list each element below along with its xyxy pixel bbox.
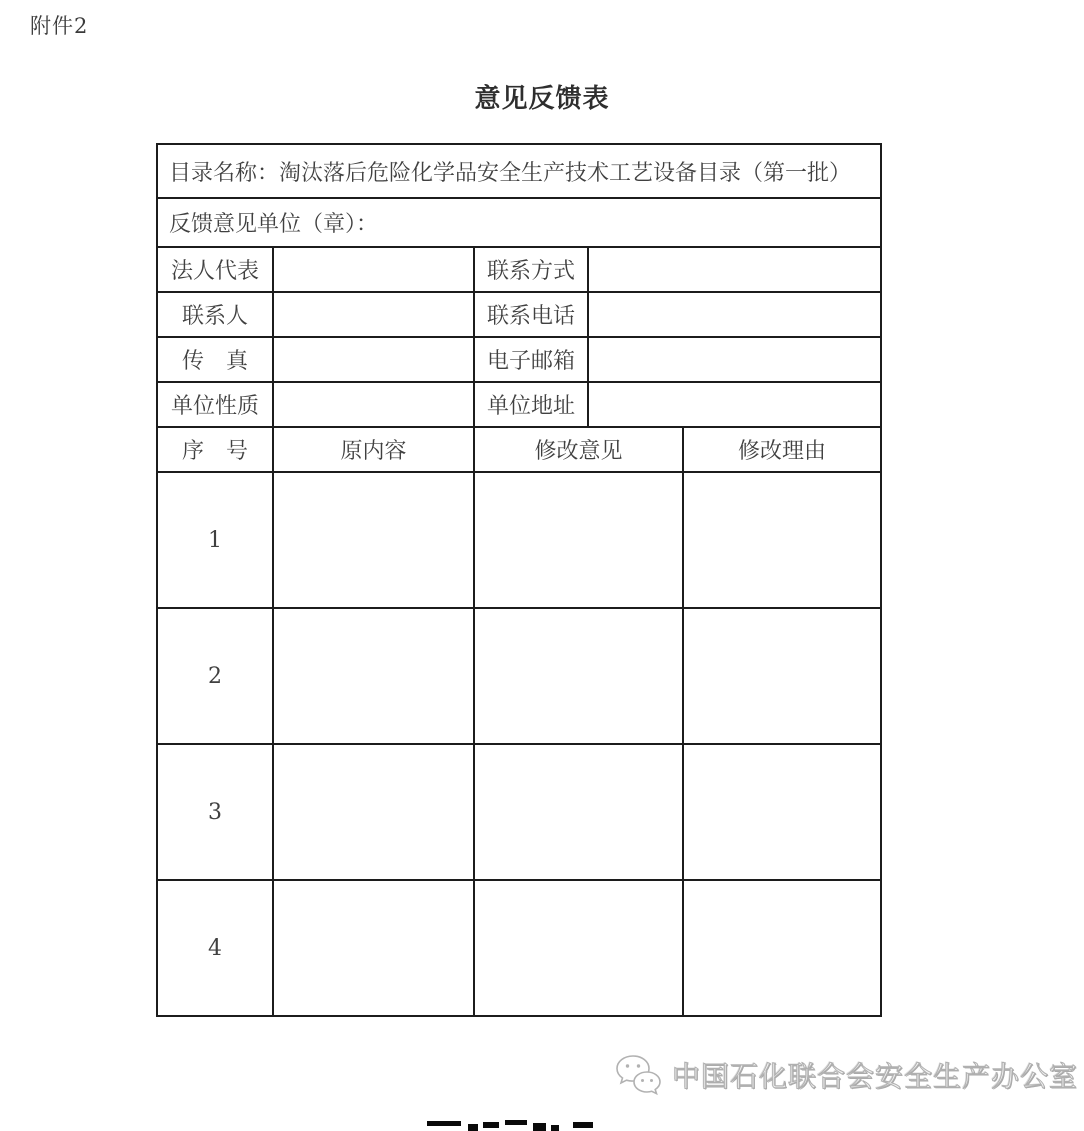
value-contact-method [588, 247, 881, 292]
catalog-name-row [157, 144, 881, 198]
modification-reason-cell-2 [683, 608, 881, 744]
value-contact-phone [588, 292, 881, 337]
label-legal-rep: 法人代表 [157, 247, 273, 292]
original-content-cell-4 [273, 880, 474, 1016]
label-unit-address: 单位地址 [474, 382, 588, 427]
modification-suggestion-cell-3 [474, 744, 683, 880]
feedback-form-table [156, 143, 882, 1017]
clipped-bold-text-fragment [427, 1120, 593, 1131]
contact-row-contact-person [157, 292, 881, 337]
table-row-2 [157, 608, 881, 744]
serial-number-1: 1 [157, 472, 273, 608]
header-modification-suggestion: 修改意见 [474, 427, 683, 472]
modification-reason-cell-1 [683, 472, 881, 608]
modification-suggestion-cell-1 [474, 472, 683, 608]
table-row-1 [157, 472, 881, 608]
header-serial-number: 序 号 [157, 427, 273, 472]
wechat-icon [612, 1052, 662, 1098]
contact-row-unit-nature [157, 382, 881, 427]
label-contact-method: 联系方式 [474, 247, 588, 292]
serial-number-4: 4 [157, 880, 273, 1016]
original-content-cell-1 [273, 472, 474, 608]
original-content-cell-3 [273, 744, 474, 880]
label-unit-nature: 单位性质 [157, 382, 273, 427]
list-header-row [157, 427, 881, 472]
label-email: 电子邮箱 [474, 337, 588, 382]
serial-number-2: 2 [157, 608, 273, 744]
table-row-4 [157, 880, 881, 1016]
contact-row-fax [157, 337, 881, 382]
modification-reason-cell-4 [683, 880, 881, 1016]
footer-watermark [612, 1052, 1078, 1098]
feedback-unit-cell: 反馈意见单位（章）： [157, 198, 881, 247]
header-original-content: 原内容 [273, 427, 474, 472]
serial-number-3: 3 [157, 744, 273, 880]
contact-row-legal-rep [157, 247, 881, 292]
value-legal-rep [273, 247, 474, 292]
label-contact-phone: 联系电话 [474, 292, 588, 337]
value-fax [273, 337, 474, 382]
modification-reason-cell-3 [683, 744, 881, 880]
watermark-account-name: 中国石化联合会安全生产办公室 [672, 1060, 1079, 1093]
modification-suggestion-cell-4 [474, 880, 683, 1016]
value-unit-nature [273, 382, 474, 427]
original-content-cell-2 [273, 608, 474, 744]
catalog-name-cell: 目录名称：淘汰落后危险化学品安全生产技术工艺设备目录（第一批） [157, 144, 881, 198]
modification-suggestion-cell-2 [474, 608, 683, 744]
label-fax: 传 真 [157, 337, 273, 382]
attachment-label: 附件2 [30, 14, 89, 38]
value-contact-person [273, 292, 474, 337]
feedback-unit-row [157, 198, 881, 247]
page-title: 意见反馈表 [474, 84, 610, 114]
header-modification-reason: 修改理由 [683, 427, 881, 472]
value-unit-address [588, 382, 881, 427]
table-row-3 [157, 744, 881, 880]
label-contact-person: 联系人 [157, 292, 273, 337]
value-email [588, 337, 881, 382]
